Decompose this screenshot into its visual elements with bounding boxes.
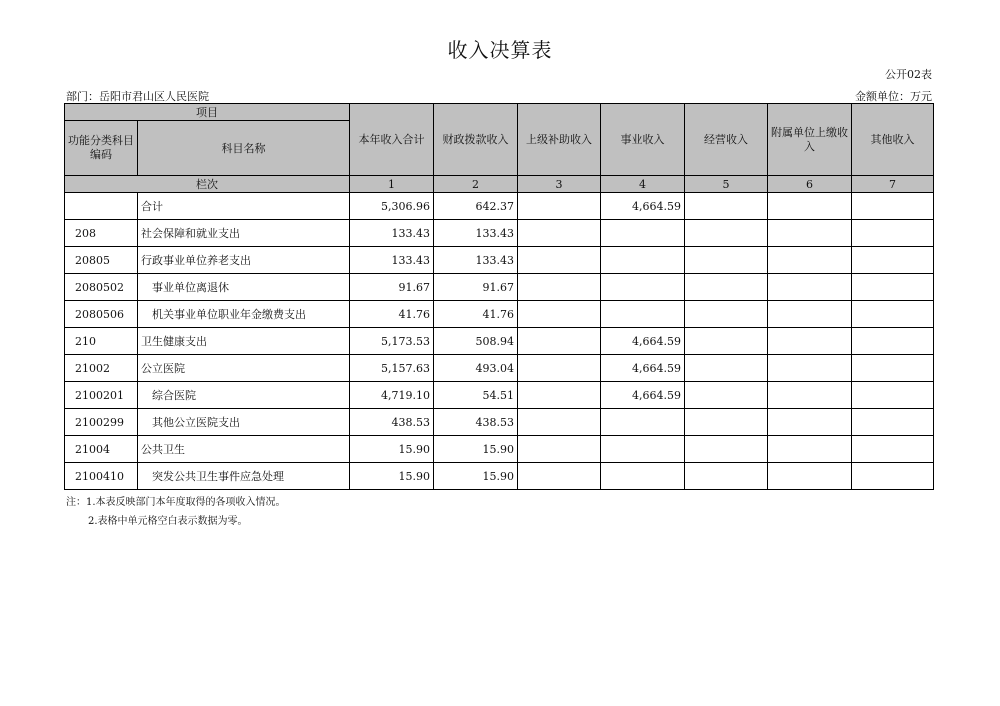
header-name: 科目名称 [138, 121, 350, 176]
form-code: 公开02表 [885, 68, 932, 81]
cell-superior [518, 382, 601, 409]
column-no-3: 3 [518, 176, 601, 193]
cell-other [852, 355, 934, 382]
cell-superior [518, 193, 601, 220]
cell-fiscal: 133.43 [434, 220, 518, 247]
table-row [65, 355, 934, 382]
cell-operating [685, 355, 768, 382]
header-business: 事业收入 [601, 104, 685, 176]
cell-name: 合计 [138, 193, 350, 220]
cell-operating [685, 301, 768, 328]
column-no-5: 5 [685, 176, 768, 193]
cell-fiscal: 91.67 [434, 274, 518, 301]
cell-fiscal: 642.37 [434, 193, 518, 220]
cell-name: 其他公立医院支出 [138, 409, 350, 436]
cell-business: 4,664.59 [601, 382, 685, 409]
page-title: 收入决算表 [447, 38, 553, 62]
table-row [65, 193, 934, 220]
cell-operating [685, 382, 768, 409]
income-table [64, 103, 934, 490]
cell-name: 机关事业单位职业年金缴费支出 [138, 301, 350, 328]
cell-affiliate [768, 382, 852, 409]
cell-other [852, 247, 934, 274]
cell-superior [518, 436, 601, 463]
cell-affiliate [768, 409, 852, 436]
cell-other [852, 301, 934, 328]
column-no-2: 2 [434, 176, 518, 193]
cell-business [601, 274, 685, 301]
cell-operating [685, 247, 768, 274]
cell-code: 210 [65, 328, 138, 355]
table-row [65, 301, 934, 328]
cell-total: 133.43 [350, 247, 434, 274]
cell-code [65, 193, 138, 220]
cell-name: 事业单位离退休 [138, 274, 350, 301]
note-1: 注：1.本表反映部门本年度取得的各项收入情况。 [66, 497, 286, 508]
cell-total: 41.76 [350, 301, 434, 328]
header-code: 功能分类科目编码 [65, 121, 138, 176]
cell-fiscal: 508.94 [434, 328, 518, 355]
cell-code: 2080506 [65, 301, 138, 328]
cell-total: 15.90 [350, 436, 434, 463]
cell-other [852, 220, 934, 247]
cell-name: 卫生健康支出 [138, 328, 350, 355]
cell-business: 4,664.59 [601, 193, 685, 220]
cell-other [852, 193, 934, 220]
cell-code: 2100299 [65, 409, 138, 436]
cell-superior [518, 274, 601, 301]
cell-total: 4,719.10 [350, 382, 434, 409]
cell-name: 公共卫生 [138, 436, 350, 463]
cell-total: 5,306.96 [350, 193, 434, 220]
table-row [65, 220, 934, 247]
note-2: 2.表格中单元格空白表示数据为零。 [88, 516, 248, 527]
cell-code: 21002 [65, 355, 138, 382]
cell-superior [518, 355, 601, 382]
cell-code: 2100410 [65, 463, 138, 490]
cell-business [601, 409, 685, 436]
cell-business [601, 301, 685, 328]
cell-superior [518, 409, 601, 436]
cell-fiscal: 15.90 [434, 463, 518, 490]
cell-business [601, 220, 685, 247]
header-affiliate: 附属单位上缴收入 [768, 104, 852, 176]
cell-business [601, 463, 685, 490]
cell-total: 15.90 [350, 463, 434, 490]
cell-affiliate [768, 193, 852, 220]
header-superior: 上级补助收入 [518, 104, 601, 176]
cell-superior [518, 301, 601, 328]
cell-total: 5,173.53 [350, 328, 434, 355]
cell-superior [518, 328, 601, 355]
cell-name: 社会保障和就业支出 [138, 220, 350, 247]
cell-operating [685, 274, 768, 301]
cell-name: 综合医院 [138, 382, 350, 409]
header-fiscal: 财政拨款收入 [434, 104, 518, 176]
cell-superior [518, 463, 601, 490]
amount-unit-label: 金额单位：万元 [855, 90, 932, 103]
cell-operating [685, 436, 768, 463]
header-other: 其他收入 [852, 104, 934, 176]
cell-code: 2080502 [65, 274, 138, 301]
cell-name: 行政事业单位养老支出 [138, 247, 350, 274]
cell-affiliate [768, 274, 852, 301]
cell-affiliate [768, 355, 852, 382]
table-row [65, 328, 934, 355]
cell-business [601, 436, 685, 463]
cell-other [852, 382, 934, 409]
cell-superior [518, 247, 601, 274]
cell-code: 2100201 [65, 382, 138, 409]
cell-other [852, 436, 934, 463]
header-operating: 经营收入 [685, 104, 768, 176]
column-no-4: 4 [601, 176, 685, 193]
cell-operating [685, 463, 768, 490]
cell-other [852, 274, 934, 301]
cell-operating [685, 220, 768, 247]
cell-other [852, 328, 934, 355]
cell-business: 4,664.59 [601, 355, 685, 382]
cell-fiscal: 54.51 [434, 382, 518, 409]
cell-business [601, 247, 685, 274]
header-item: 项目 [65, 104, 350, 121]
cell-affiliate [768, 220, 852, 247]
department-label: 部门：岳阳市君山区人民医院 [66, 90, 209, 103]
table-row [65, 463, 934, 490]
cell-code: 21004 [65, 436, 138, 463]
cell-total: 438.53 [350, 409, 434, 436]
cell-total: 91.67 [350, 274, 434, 301]
cell-operating [685, 409, 768, 436]
cell-affiliate [768, 436, 852, 463]
cell-superior [518, 220, 601, 247]
cell-name: 公立医院 [138, 355, 350, 382]
header-total: 本年收入合计 [350, 104, 434, 176]
cell-fiscal: 493.04 [434, 355, 518, 382]
cell-total: 5,157.63 [350, 355, 434, 382]
header-column-no: 栏次 [65, 176, 350, 193]
table-row [65, 382, 934, 409]
notes [66, 493, 286, 531]
cell-operating [685, 193, 768, 220]
column-no-6: 6 [768, 176, 852, 193]
cell-other [852, 409, 934, 436]
cell-fiscal: 41.76 [434, 301, 518, 328]
table-row [65, 436, 934, 463]
cell-affiliate [768, 247, 852, 274]
cell-other [852, 463, 934, 490]
table-row [65, 247, 934, 274]
cell-fiscal: 133.43 [434, 247, 518, 274]
cell-affiliate [768, 301, 852, 328]
column-no-1: 1 [350, 176, 434, 193]
cell-affiliate [768, 328, 852, 355]
column-no-7: 7 [852, 176, 934, 193]
cell-code: 208 [65, 220, 138, 247]
cell-operating [685, 328, 768, 355]
cell-total: 133.43 [350, 220, 434, 247]
cell-fiscal: 438.53 [434, 409, 518, 436]
cell-name: 突发公共卫生事件应急处理 [138, 463, 350, 490]
cell-fiscal: 15.90 [434, 436, 518, 463]
table-row [65, 274, 934, 301]
table-row [65, 409, 934, 436]
cell-code: 20805 [65, 247, 138, 274]
cell-business: 4,664.59 [601, 328, 685, 355]
cell-affiliate [768, 463, 852, 490]
